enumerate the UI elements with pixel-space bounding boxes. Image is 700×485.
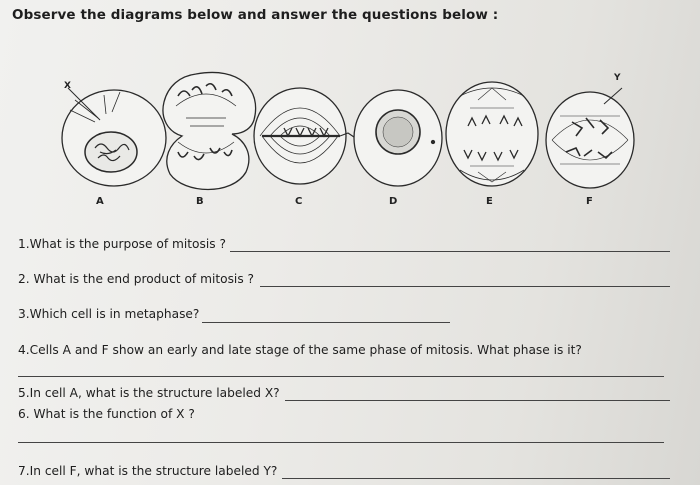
question-2: 2. What is the end product of mitosis ? bbox=[18, 272, 255, 286]
mitosis-diagram bbox=[0, 0, 700, 215]
answer-line-2[interactable] bbox=[260, 286, 670, 287]
cell-b bbox=[163, 72, 256, 189]
question-5: 5.In cell A, what is the structure labeled X? bbox=[18, 386, 280, 400]
cell-label-a: A bbox=[96, 196, 104, 207]
cell-label-d: D bbox=[389, 196, 398, 207]
answer-line-6[interactable] bbox=[18, 442, 664, 443]
question-4: 4.Cells A and F show an early and late stage of the same phase of mitosis. What phase is it? bbox=[18, 343, 582, 357]
marker-x: X bbox=[64, 81, 71, 91]
worksheet-heading: Observe the diagrams below and answer the questions below : bbox=[12, 7, 499, 23]
answer-line-5[interactable] bbox=[285, 400, 670, 401]
cell-label-b: B bbox=[196, 196, 204, 207]
question-1: 1.What is the purpose of mitosis ? bbox=[18, 237, 226, 251]
answer-line-4[interactable] bbox=[18, 376, 664, 377]
cell-f bbox=[546, 88, 634, 188]
marker-y: Y bbox=[614, 73, 621, 83]
cell-label-e: E bbox=[486, 196, 493, 207]
cell-c bbox=[254, 88, 360, 184]
cell-label-f: F bbox=[586, 196, 593, 207]
cell-d bbox=[354, 90, 442, 186]
question-3: 3.Which cell is in metaphase? bbox=[18, 307, 200, 321]
answer-line-7[interactable] bbox=[282, 478, 670, 479]
answer-line-3[interactable] bbox=[202, 322, 450, 323]
question-6: 6. What is the function of X ? bbox=[18, 407, 195, 421]
cell-label-c: C bbox=[295, 196, 303, 207]
answer-line-1[interactable] bbox=[230, 251, 670, 252]
question-7: 7.In cell F, what is the structure labeled Y? bbox=[18, 464, 278, 478]
cell-e bbox=[446, 82, 538, 186]
cell-a bbox=[62, 88, 166, 186]
